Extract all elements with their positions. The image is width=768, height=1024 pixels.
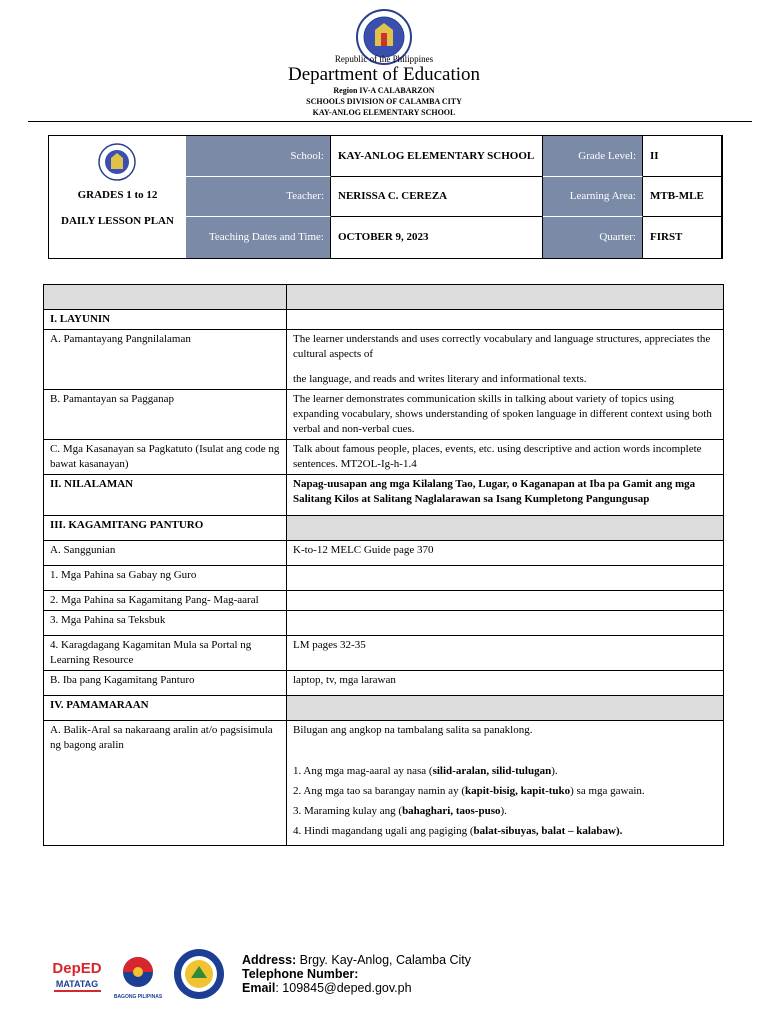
bagong-pilipinas-text: BAGONG PILIPINAS [113,994,163,1000]
competency-text: Talk about famous people, places, events, etc. using descriptive and action words incomplete sentences. MT2OL-Ig-h-1.4 [287,440,724,475]
table-row [44,330,724,390]
table-row [44,440,724,475]
row-label: B. Iba pang Kagamitang Panturo [44,671,287,696]
row-label: 3. Mga Pahina sa Teksbuk [44,611,287,636]
deped-matatag-logo [50,955,105,995]
table-row [44,516,724,541]
table-row [44,636,724,671]
table-row [44,475,724,516]
grade-level-value: II [643,136,722,177]
row-value: laptop, tv, mga larawan [287,671,724,696]
table-row [44,591,724,611]
grade-level-label: Grade Level: [543,136,643,177]
list-item: 2. Ang mga tao sa barangay namin ay (kapit-bisig, kapit-tuko) sa mga gawain. [293,785,645,797]
bagong-pilipinas-logo [113,952,163,1002]
matatag-logo-text: MATATAG [55,979,99,989]
section-pamamaraan: IV. PAMAMARAAN [44,696,287,721]
school-value: KAY-ANLOG ELEMENTARY SCHOOL [331,136,543,177]
table-row [44,721,724,846]
school-seal-logo [173,948,225,1000]
teaching-dates-label: Teaching Dates and Time: [186,217,331,258]
quarter-value: FIRST [643,217,722,258]
quarter-label: Quarter: [543,217,643,258]
address-line: Address: Brgy. Kay-Anlog, Calamba City [242,953,472,967]
row-label: 1. Mga Pahina sa Gabay ng Guro [44,566,287,591]
daily-lesson-plan-label: DAILY LESSON PLAN [61,215,174,227]
table-row [44,671,724,696]
content-standard-text-1: The learner understands and uses correctly vocabulary and language structures, appreciates the cultural aspects of [293,333,711,360]
teacher-label: Teacher: [186,177,331,217]
section-layunin: I. LAYUNIN [44,310,287,330]
list-item: 1. Ang mga mag-aaral ay nasa (silid-aralan, silid-tulugan). [293,765,558,777]
review-activity [287,721,724,846]
review-instruction: Bilugan ang angkop na tambalang salita sa panaklong. [293,724,533,736]
table-row [44,390,724,440]
grades-label: GRADES 1 to 12 [77,189,158,201]
department-title: Department of Education [287,64,481,85]
content-standard-text-2: the language, and reads and writes literary and informational texts. [293,373,587,385]
table-row [44,696,724,721]
learning-area-value: MTB-MLE [643,177,722,217]
row-label: 4. Karagdagang Kagamitan Mula sa Portal ng Learning Resource [44,636,287,671]
row-label: 2. Mga Pahina sa Kagamitang Pang- Mag-aaral [44,591,287,611]
email-line: Email: 109845@deped.gov.ph [242,981,412,995]
table-row [44,541,724,566]
section-kagamitan: III. KAGAMITANG PANTURO [44,516,287,541]
school-label: School: [186,136,331,177]
info-left-panel [49,136,187,258]
row-label: A. Balik-Aral sa nakaraang aralin at/o pagsisimula ng bagong aralin [44,721,287,846]
table-header-row [44,285,724,310]
republic-text: Republic of the Philippines [334,54,434,64]
nilalaman-text: Napag-uusapan ang mga Kilalang Tao, Lugar, o Kaganapan at Iba pa Gamit ang mga Salitang Kilos at Salitang Naglalarawan sa Isang Kumpletong Pangungusap [287,475,724,516]
performance-standard-text: The learner demonstrates communication skills in talking about variety of topics using expanding vocabulary, shows understanding of spoken language in different context using both verbal and non-verbal cues. [287,390,724,440]
list-item: 3. Maraming kulay ang (bahaghari, taos-puso). [293,805,507,817]
table-row [44,310,724,330]
teaching-dates-value: OCTOBER 9, 2023 [331,217,543,258]
division-text: SCHOOLS DIVISION OF CALAMBA CITY [306,97,462,106]
table-row [44,611,724,636]
header-divider [28,121,752,122]
lesson-plan-table [43,284,724,846]
row-label: A. Sanggunian [44,541,287,566]
table-row [44,566,724,591]
deped-seal-small-icon [97,142,137,182]
row-label: B. Pamantayan sa Pagganap [44,390,287,440]
list-item: 4. Hindi magandang ugali ang pagiging (balat-sibuyas, balat – kalabaw). [293,825,623,837]
region-text: Region IV-A CALABARZON [333,86,435,95]
deped-logo-text: DepED [52,960,102,977]
row-value [287,330,724,390]
telephone-line: Telephone Number: [242,967,359,981]
teacher-value: NERISSA C. CEREZA [331,177,543,217]
row-label: A. Pamantayang Pangnilalaman [44,330,287,390]
section-nilalaman: II. NILALAMAN [44,475,287,516]
row-value: K-to-12 MELC Guide page 370 [287,541,724,566]
learning-area-label: Learning Area: [543,177,643,217]
row-label: C. Mga Kasanayan sa Pagkatuto (Isulat ang code ng bawat kasanayan) [44,440,287,475]
school-header-text: KAY-ANLOG ELEMENTARY SCHOOL [312,108,456,117]
lesson-info-box [48,135,723,259]
row-value: LM pages 32-35 [287,636,724,671]
